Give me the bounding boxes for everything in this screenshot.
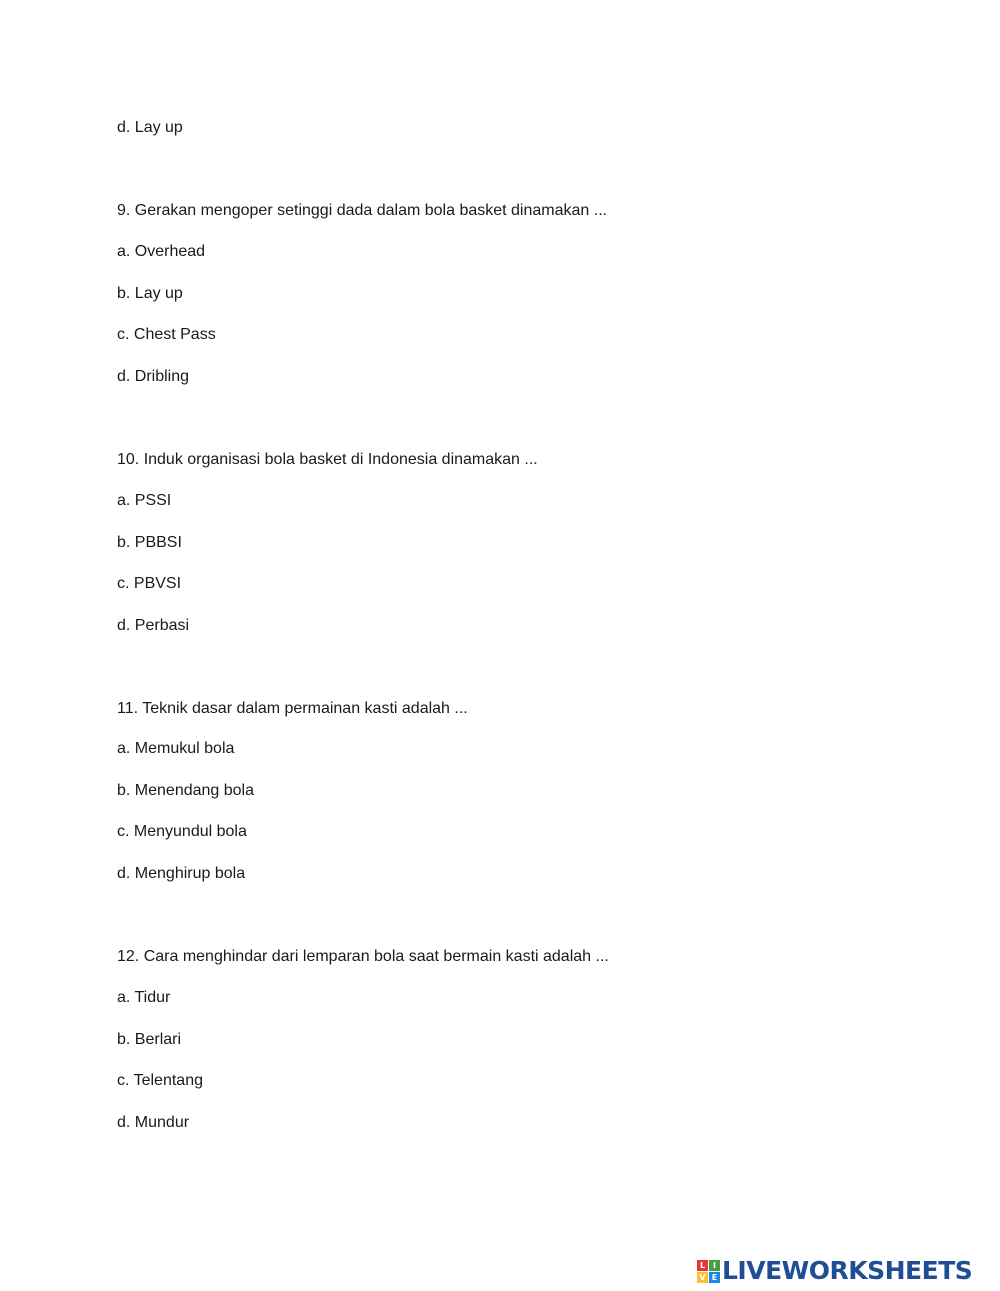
question-9-text: 9. Gerakan mengoper setinggi dada dalam bola basket dinamakan ... xyxy=(117,202,608,219)
question-9-option-a: a. Overhead xyxy=(117,243,206,260)
logo-text: LIVEWORKSHEETS xyxy=(722,1256,973,1285)
question-11-option-c: c. Menyundul bola xyxy=(117,823,247,840)
logo-mark-letter-e: E xyxy=(709,1272,720,1283)
question-10-option-b: b. PBBSI xyxy=(117,534,182,551)
question-10-option-c: c. PBVSI xyxy=(117,575,182,592)
question-11-option-d: d. Menghirup bola xyxy=(117,865,246,882)
question-12-text: 12. Cara menghindar dari lemparan bola saat bermain kasti adalah ... xyxy=(117,948,609,965)
question-10-option-a: a. PSSI xyxy=(117,492,172,509)
question-12-option-a: a. Tidur xyxy=(117,989,171,1006)
question-11-option-a: a. Memukul bola xyxy=(117,740,235,757)
logo-mark-letter-i: I xyxy=(709,1260,720,1271)
question-9-option-d: d. Dribling xyxy=(117,368,190,385)
question-9-option-b: b. Lay up xyxy=(117,285,183,302)
question-9-option-c: c. Chest Pass xyxy=(117,326,216,343)
question-11-text: 11. Teknik dasar dalam permainan kasti adalah ... xyxy=(117,700,468,717)
question-12-option-d: d. Mundur xyxy=(117,1114,190,1131)
logo-mark-letter-l: L xyxy=(697,1260,708,1271)
question-12-option-b: b. Berlari xyxy=(117,1031,182,1048)
question-11-option-b: b. Menendang bola xyxy=(117,782,254,799)
question-12-option-c: c. Telentang xyxy=(117,1072,203,1089)
question-10-option-d: d. Perbasi xyxy=(117,617,190,634)
question-10-text: 10. Induk organisasi bola basket di Indonesia dinamakan ... xyxy=(117,451,538,468)
liveworksheets-logo xyxy=(697,1258,972,1284)
logo-mark-letter-v: V xyxy=(697,1272,708,1283)
prev-question-option-d: d. Lay up xyxy=(117,119,183,136)
logo-mark-icon xyxy=(697,1260,720,1283)
